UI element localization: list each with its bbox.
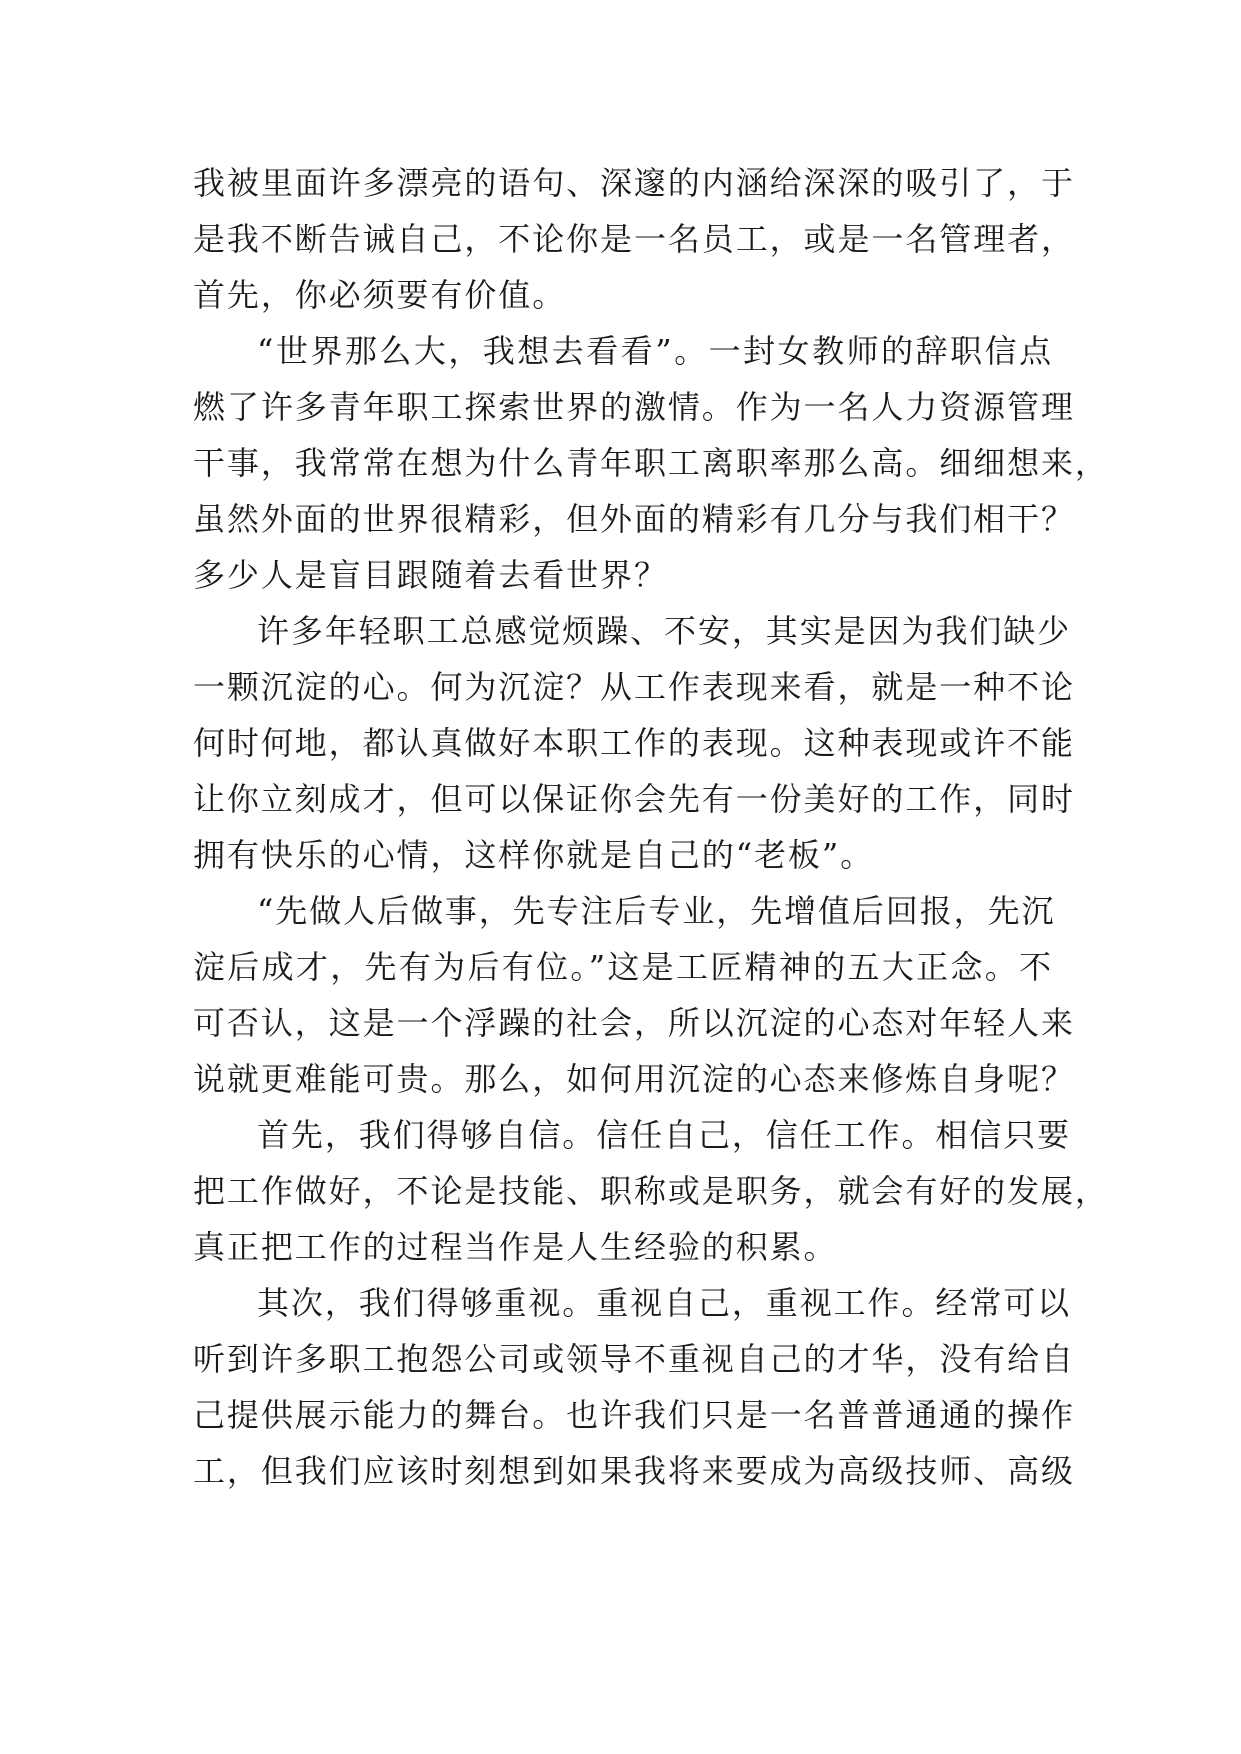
- text-line: 让你立刻成才，但可以保证你会先有一份美好的工作，同时: [193, 780, 1075, 818]
- text-line: 燃了许多青年职工探索世界的激情。作为一名人力资源管理: [193, 388, 1075, 426]
- text-line: 把工作做好，不论是技能、职称或是职务，就会有好的发展，: [193, 1172, 1109, 1210]
- text-line: 首先，你必须要有价值。: [193, 276, 567, 314]
- text-line: 多少人是盲目跟随着去看世界？: [193, 556, 668, 594]
- text-line: 其次，我们得够重视。重视自己，重视工作。经常可以: [257, 1284, 1072, 1322]
- text-line: “先做人后做事，先专注后专业，先增值后回报，先沉: [257, 892, 1056, 930]
- text-line: 可否认，这是一个浮躁的社会，所以沉淀的心态对年轻人来: [193, 1004, 1075, 1042]
- paragraph: [193, 883, 1075, 1107]
- text-line: “世界那么大，我想去看看”。一封女教师的辞职信点: [257, 332, 1053, 370]
- text-line: 一颗沉淀的心。何为沉淀？从工作表现来看，就是一种不论: [193, 668, 1075, 706]
- text-line: 首先，我们得够自信。信任自己，信任工作。相信只要: [257, 1116, 1072, 1154]
- body-text: [193, 155, 1109, 1499]
- text-line: 淀后成才，先有为后有位。”这是工匠精神的五大正念。不: [193, 948, 1053, 986]
- text-line: 我被里面许多漂亮的语句、深邃的内涵给深深的吸引了，于: [193, 164, 1075, 202]
- text-line: 虽然外面的世界很精彩，但外面的精彩有几分与我们相干？: [193, 500, 1075, 538]
- text-line: 听到许多职工抱怨公司或领导不重视自己的才华，没有给自: [193, 1340, 1075, 1378]
- paragraph: [193, 1275, 1075, 1499]
- paragraph: [193, 603, 1075, 883]
- text-line: 干事，我常常在想为什么青年职工离职率那么高。细细想来，: [193, 444, 1109, 482]
- text-line: 工，但我们应该时刻想到如果我将来要成为高级技师、高级: [193, 1452, 1075, 1490]
- text-line: 是我不断告诫自己，不论你是一名员工，或是一名管理者，: [193, 220, 1075, 258]
- text-line: 何时何地，都认真做好本职工作的表现。这种表现或许不能: [193, 724, 1075, 762]
- text-line: 说就更难能可贵。那么，如何用沉淀的心态来修炼自身呢？: [193, 1060, 1075, 1098]
- text-line: 真正把工作的过程当作是人生经验的积累。: [193, 1228, 838, 1266]
- paragraph: [193, 323, 1109, 603]
- text-line: 许多年轻职工总感觉烦躁、不安，其实是因为我们缺少: [257, 612, 1072, 650]
- paragraph: [193, 1107, 1109, 1275]
- text-line: 拥有快乐的心情，这样你就是自己的“老板”。: [193, 836, 875, 874]
- paragraph: [193, 155, 1075, 323]
- text-line: 己提供展示能力的舞台。也许我们只是一名普普通通的操作: [193, 1396, 1075, 1434]
